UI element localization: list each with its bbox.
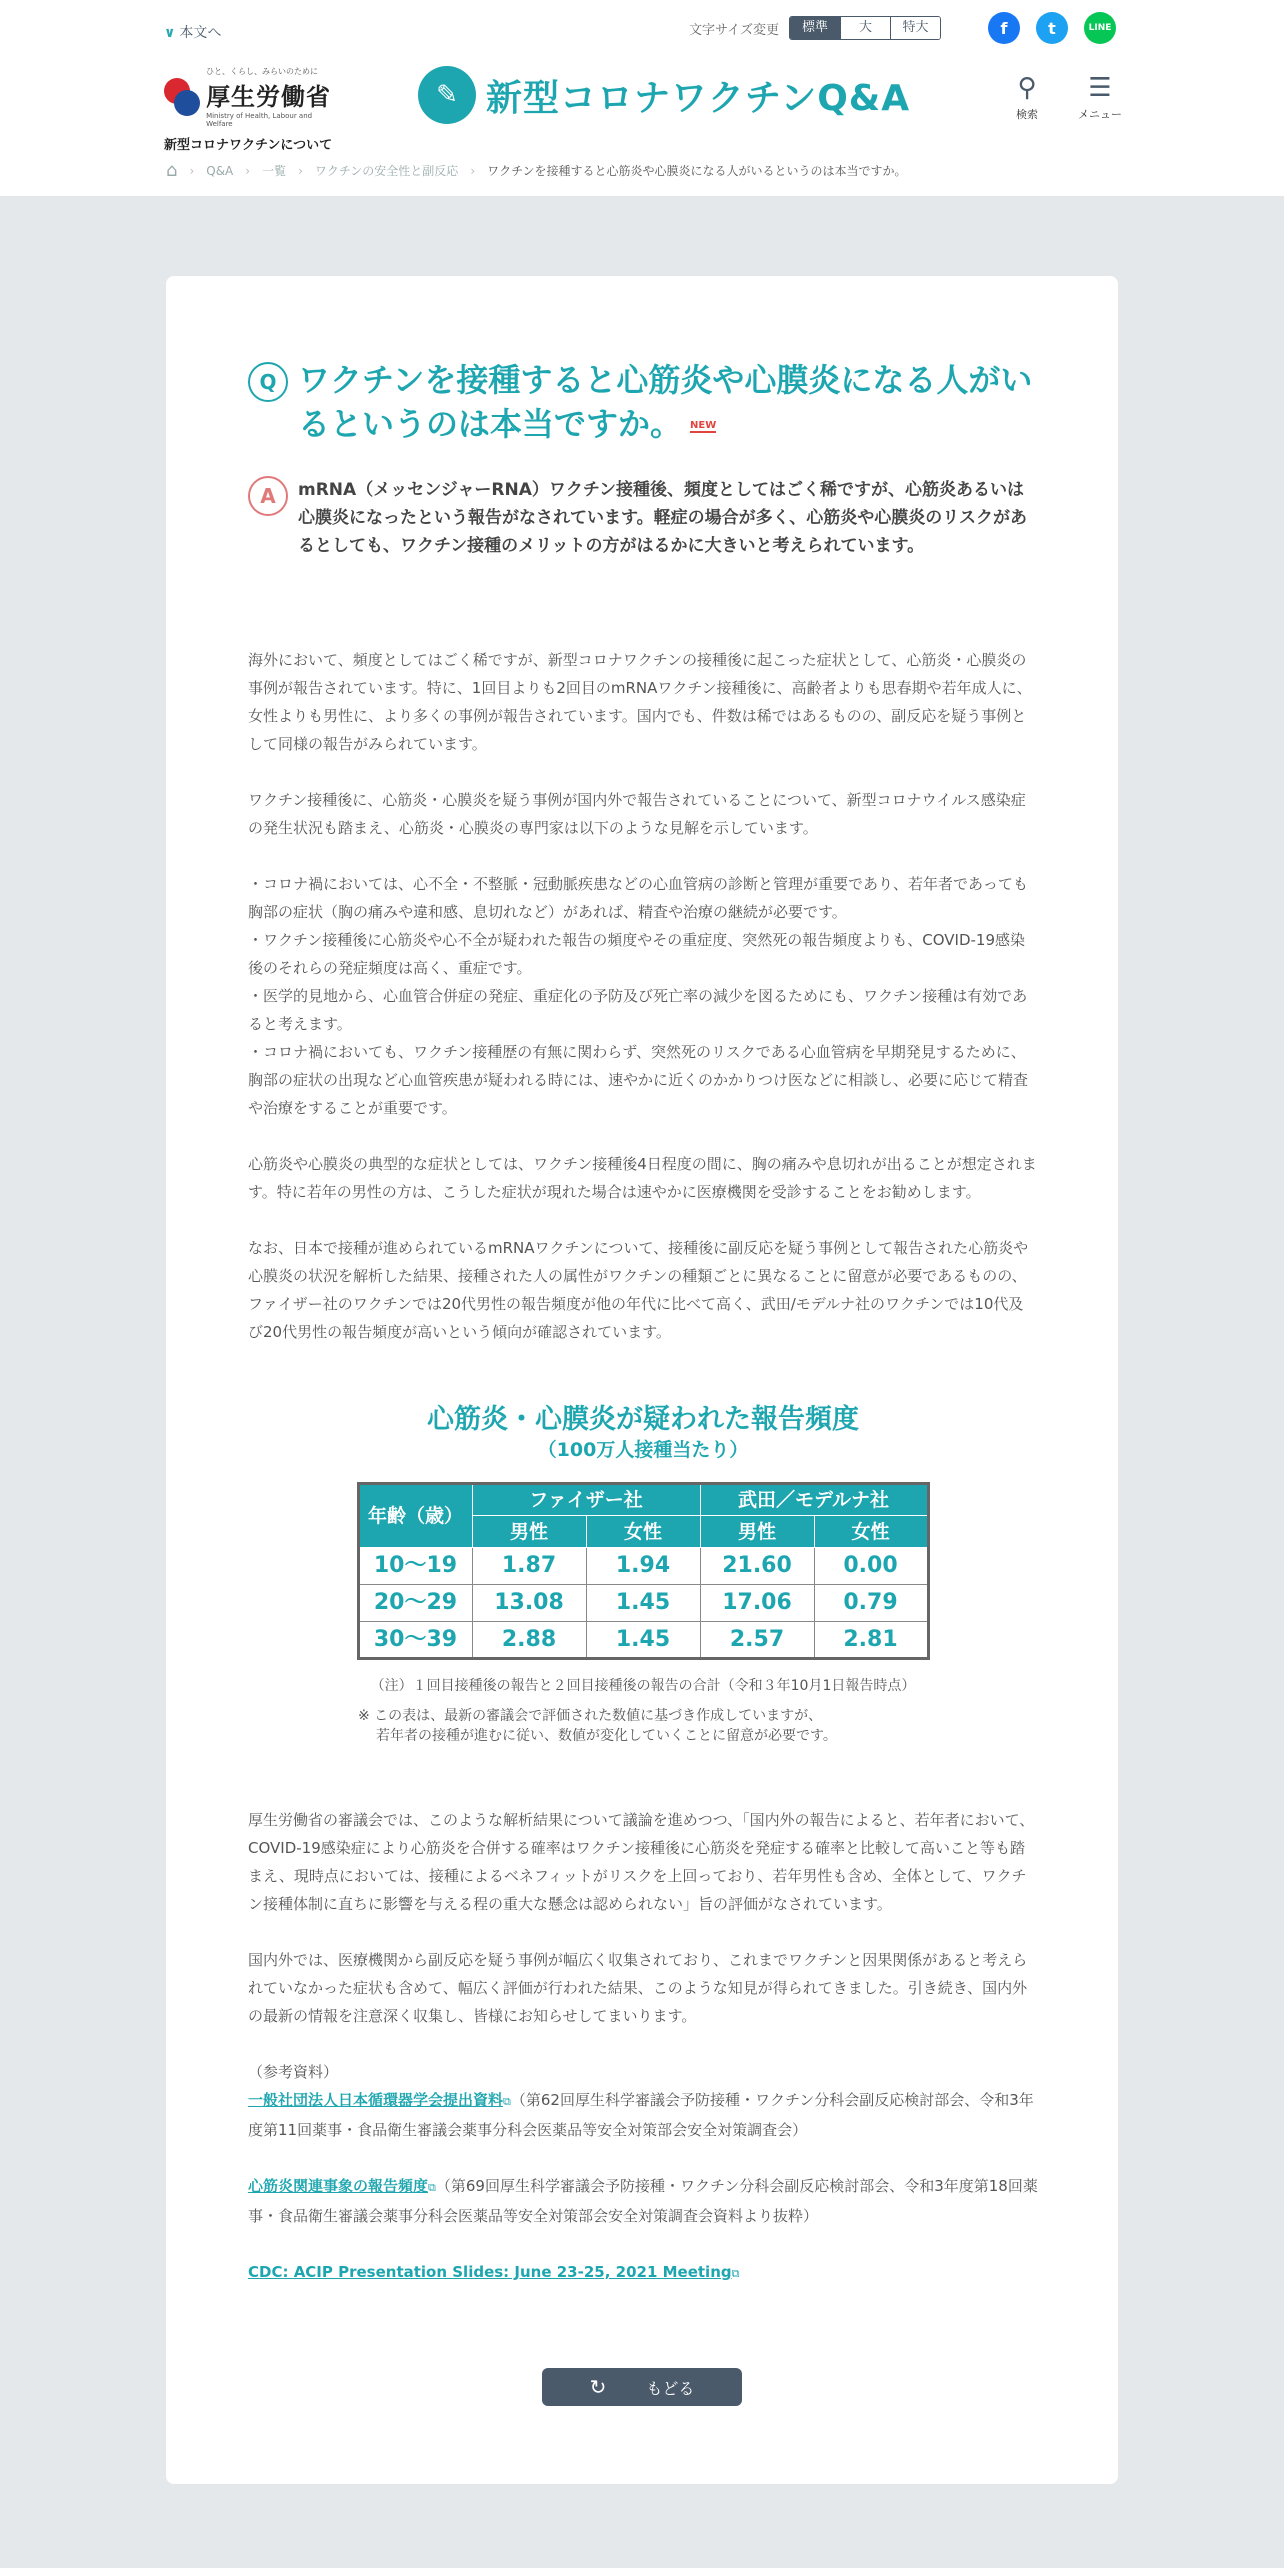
table-row bbox=[358, 1548, 928, 1585]
bullet: ・コロナ禍においては、心不全・不整脈・冠動脈疾患などの心血管病の診断と管理が重要であり、若年者であっても胸部の症状（胸の痛みや違和感、息切れなど）があれば、精査や治療の継続が必要です。 bbox=[248, 875, 1028, 921]
q-icon: Q bbox=[248, 362, 288, 402]
male-header: 男性 bbox=[472, 1516, 586, 1548]
breadcrumb-category[interactable]: ワクチンの安全性と副反応 bbox=[314, 164, 459, 178]
search-button[interactable]: ⚲ 検索 bbox=[1016, 70, 1038, 122]
font-size-xlarge-button[interactable]: 特大 bbox=[890, 17, 940, 39]
logo-subtitle: 新型コロナワクチンについて bbox=[164, 138, 333, 153]
value-cell: 1.45 bbox=[586, 1585, 700, 1622]
table-row bbox=[358, 1622, 928, 1659]
menu-button[interactable]: ☰ メニュー bbox=[1078, 70, 1122, 122]
external-link-icon: ⧉ bbox=[731, 2267, 740, 2280]
breadcrumb-qa[interactable]: Q&A bbox=[206, 163, 234, 178]
external-link-icon: ⧉ bbox=[503, 2095, 511, 2108]
new-badge: NEW bbox=[690, 420, 717, 431]
site-title-link[interactable] bbox=[418, 66, 910, 124]
answer-summary: mRNA（メッセンジャーRNA）ワクチン接種後、頻度としてはごく稀ですが、心筋炎あるいは心膜炎になったという報告がなされています。軽症の場合が多く、心筋炎や心膜炎のリスクがあるとしても、ワクチン接種のメリットの方がはるかに大きいと考えられています。 bbox=[298, 480, 1027, 556]
answer-block bbox=[248, 476, 1038, 560]
syringe-icon: ✎ bbox=[418, 66, 476, 124]
references-heading: （参考資料） bbox=[248, 2063, 339, 2081]
value-cell: 2.81 bbox=[814, 1622, 928, 1659]
site-title: 新型コロナワクチンQ&A bbox=[486, 77, 911, 119]
font-size-switcher bbox=[689, 16, 941, 40]
paragraph: 心筋炎や心膜炎の典型的な症状としては、ワクチン接種後4日程度の間に、胸の痛みや息切れが出ることが想定されます。特に若年の男性の方は、こうした症状が現れた場合は速やかに医療機関を受診することをお勧めします。 bbox=[248, 1155, 1037, 1201]
question-title: ワクチンを接種すると心筋炎や心膜炎になる人がいるというのは本当ですか。 NEW bbox=[298, 361, 1033, 443]
age-cell: 20〜29 bbox=[358, 1585, 472, 1622]
paragraph: ワクチン接種後に、心筋炎・心膜炎を疑う事例が国内外で報告されていることについて、新型コロナウイルス感染症の発生状況も踏まえ、心筋炎・心膜炎の専門家は以下のような見解を示しています。 bbox=[248, 791, 1026, 837]
age-header: 年齢（歳） bbox=[358, 1484, 472, 1548]
line-icon[interactable]: LINE bbox=[1084, 12, 1116, 44]
bullet: ・ワクチン接種後に心筋炎や心不全が疑われた報告の頻度やその重症度、突然死の報告頻度よりも、COVID-19感染後のそれらの発症頻度は高く、重症です。 bbox=[248, 931, 1026, 977]
question-block bbox=[248, 358, 1038, 448]
moderna-header: 武田／モデルナ社 bbox=[700, 1484, 928, 1516]
reference-link-frequency[interactable]: 心筋炎関連事象の報告頻度 bbox=[248, 2177, 429, 2195]
facebook-icon[interactable]: f bbox=[988, 12, 1020, 44]
age-cell: 30〜39 bbox=[358, 1622, 472, 1659]
breadcrumb: ⌂ › Q&A › 一覧 › ワクチンの安全性と副反応 › ワクチンを接種すると心筋炎や心膜炎になる人がいるというのは本当ですか。 bbox=[166, 160, 907, 181]
age-cell: 10〜19 bbox=[358, 1548, 472, 1585]
home-icon[interactable]: ⌂ bbox=[166, 160, 178, 181]
reference-item: 一般社団法人日本循環器学会提出資料⧉（第62回厚生科学審議会予防接種・ワクチン分科会副反応検討部会、令和3年度第11回薬事・食品衛生審議会薬事分科会医薬品等安全対策部会安全対策調査会） bbox=[248, 2091, 1034, 2139]
social-share bbox=[988, 12, 1116, 44]
chevron-down-icon: ∨ bbox=[164, 25, 176, 41]
value-cell: 0.00 bbox=[814, 1548, 928, 1585]
value-cell: 1.94 bbox=[586, 1548, 700, 1585]
table-caveat: ※ この表は、最新の審議会で評価された数値に基づき作成していますが、 若年者の接種が進むに従い、数値が変化していくことに留意が必要です。 bbox=[358, 1708, 837, 1744]
breadcrumb-list[interactable]: 一覧 bbox=[262, 164, 287, 178]
reference-link-jcs[interactable]: 一般社団法人日本循環器学会提出資料 bbox=[248, 2091, 504, 2109]
external-link-icon: ⧉ bbox=[428, 2181, 436, 2194]
value-cell: 21.60 bbox=[700, 1548, 814, 1585]
a-icon: A bbox=[248, 476, 288, 516]
table-row bbox=[358, 1585, 928, 1622]
mhlw-logo[interactable]: ひと、くらし、みらいのために 厚生労働省 Ministry of Health, Labour and Welfare 新型コロナワクチンについて bbox=[164, 67, 333, 153]
mhlw-logo-mark bbox=[164, 78, 200, 116]
content-card bbox=[166, 276, 1118, 2484]
font-size-standard-button[interactable]: 標準 bbox=[790, 17, 840, 39]
breadcrumb-current: ワクチンを接種すると心筋炎や心膜炎になる人がいるというのは本当ですか。 bbox=[487, 164, 907, 178]
font-size-large-button[interactable]: 大 bbox=[840, 17, 890, 39]
reference-item: 心筋炎関連事象の報告頻度⧉（第69回厚生科学審議会予防接種・ワクチン分科会副反応検討部会、令和3年度第18回薬事・食品衛生審議会薬事分科会医薬品等安全対策部会安全対策調査会資料より抜粋） bbox=[248, 2177, 1038, 2225]
value-cell: 1.87 bbox=[472, 1548, 586, 1585]
male-header: 男性 bbox=[700, 1516, 814, 1548]
value-cell: 0.79 bbox=[814, 1585, 928, 1622]
female-header: 女性 bbox=[586, 1516, 700, 1548]
paragraph: 国内外では、医療機関から副反応を疑う事例が幅広く収集されており、これまでワクチンと因果関係があると考えられていなかった症状も含めて、幅広く評価が行われた結果、このような知見が得られてきました。引き続き、国内外の最新の情報を注意深く収集し、皆様にお知らせしてまいります。 bbox=[248, 1951, 1028, 2025]
value-cell: 17.06 bbox=[700, 1585, 814, 1622]
bullet: ・医学的見地から、心血管合併症の発症、重症化の予防及び死亡率の減少を図るためにも、ワクチン接種は有効であると考えます。 bbox=[248, 987, 1028, 1033]
value-cell: 13.08 bbox=[472, 1585, 586, 1622]
paragraph: 海外において、頻度としてはごく稀ですが、新型コロナワクチンの接種後に起こった症状として、心筋炎・心膜炎の事例が報告されています。特に、1回目よりも2回目のmRNAワクチン接種後に、高齢者よりも思春期や若年成人に、女性よりも男性に、より多くの事例が報告されています。国内でも、件数は稀ではあるものの、副反応を疑う事例として同様の報告がみられています。 bbox=[248, 651, 1032, 753]
skip-to-content-link[interactable]: ∨ 本文へ bbox=[164, 25, 222, 41]
paragraph: 厚生労働省の審議会では、このような解析結果について議論を進めつつ、「国内外の報告によると、若年者において、COVID-19感染症により心筋炎を合併する確率はワクチン接種後に心筋炎を発症する確率と比較して高いこと等も踏まえ、現時点においては、接種によるベネフィットがリスクを上回っており、若年男性も含め、全体として、ワクチン接種体制に直ちに影響を与える程の重大な懸念は認められない」旨の評価がなされています。 bbox=[248, 1811, 1035, 1913]
report-frequency-table bbox=[357, 1482, 930, 1660]
site-header bbox=[0, 0, 1284, 196]
reference-link-cdc[interactable]: CDC: ACIP Presentation Slides: June 23-25, 2021 Meeting bbox=[248, 2263, 732, 2281]
article-body-continued bbox=[248, 1806, 1038, 2288]
report-table-section bbox=[248, 1406, 1038, 1746]
value-cell: 1.45 bbox=[586, 1622, 700, 1659]
expert-opinions bbox=[248, 870, 1038, 1122]
value-cell: 2.88 bbox=[472, 1622, 586, 1659]
back-button[interactable]: ↻ もどる bbox=[542, 2368, 742, 2406]
pfizer-header: ファイザー社 bbox=[472, 1484, 700, 1516]
font-size-label: 文字サイズ変更 bbox=[689, 22, 779, 38]
reference-item bbox=[248, 2258, 1038, 2288]
hamburger-icon: ☰ bbox=[1088, 73, 1112, 103]
refresh-icon: ↻ bbox=[589, 2375, 607, 2399]
value-cell: 2.57 bbox=[700, 1622, 814, 1659]
paragraph: なお、日本で接種が進められているmRNAワクチンについて、接種後に副反応を疑う事例として報告された心筋炎や心膜炎の状況を解析した結果、接種された人の属性がワクチンの種類ごとに異なることに留意が必要であるものの、ファイザー社のワクチンでは20代男性の報告頻度が他の年代に比べて高く、武田/モデルナ社のワクチンでは10代及び20代男性の報告頻度が高いという傾向が確認されています。 bbox=[248, 1239, 1029, 1341]
table-note: （注）１回目接種後の報告と２回目接種後の報告の合計（令和３年10月1日報告時点） bbox=[370, 1678, 916, 1694]
bullet: ・コロナ禍においても、ワクチン接種歴の有無に関わらず、突然死のリスクである心血管病を早期発見するために、胸部の症状の出現など心血管疾患が疑われる時には、速やかに近くのかかりつけ医などに相談し、必要に応じて精査や治療をすることが重要です。 bbox=[248, 1043, 1029, 1117]
article-body bbox=[248, 646, 1038, 1374]
table-title: 心筋炎・心膜炎が疑われた報告頻度 bbox=[427, 1404, 859, 1435]
table-subtitle: （100万人接種当たり） bbox=[537, 1439, 749, 1461]
twitter-icon[interactable]: t bbox=[1036, 12, 1068, 44]
female-header: 女性 bbox=[814, 1516, 928, 1548]
search-icon: ⚲ bbox=[1017, 73, 1037, 103]
